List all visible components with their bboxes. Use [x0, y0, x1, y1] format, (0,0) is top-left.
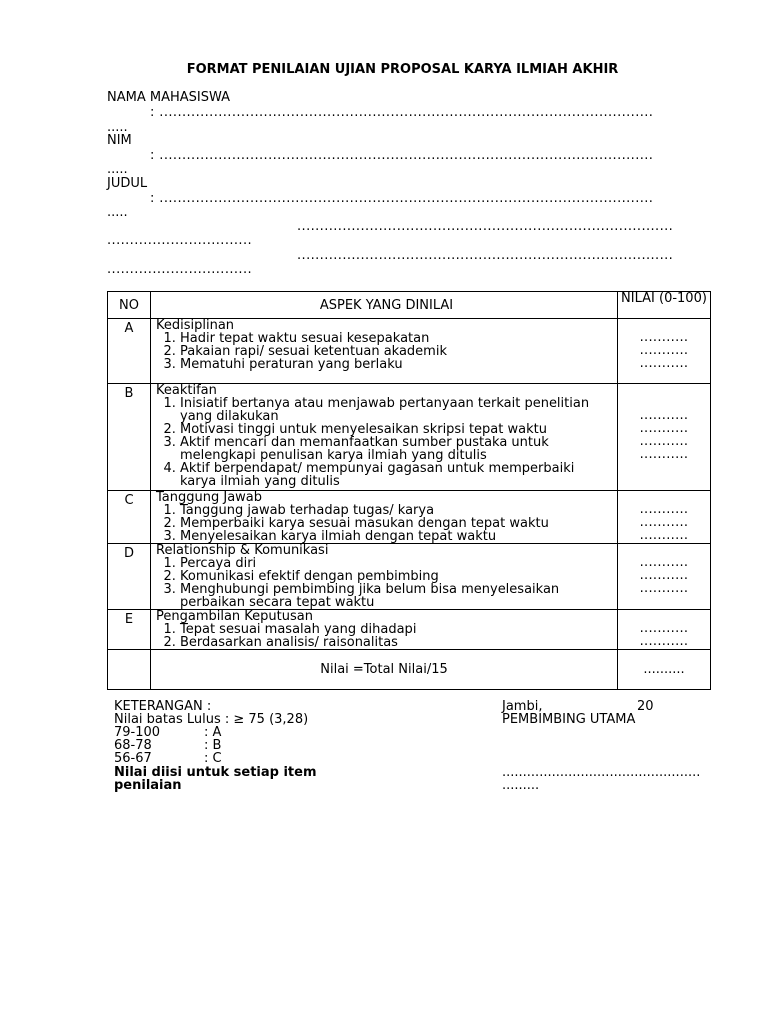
section-no: A	[108, 319, 151, 384]
grade-letter: : C	[204, 751, 222, 766]
criteria-item: 3. Menghubungi pembimbing jika belum bisa menyelesaikan perbaikan secara tepat waktu	[180, 583, 607, 609]
grade-letter: : A	[204, 725, 222, 740]
passing-grade-text: Nilai batas Lulus : ≥ 75 (3,28)	[114, 712, 309, 727]
criteria-item: 2. Pakaian rapi/ sesuai ketentuan akademik	[180, 345, 617, 358]
score-placeholder: ...........	[639, 421, 689, 436]
score-placeholder: ...........	[639, 528, 689, 543]
judul-label: JUDUL	[107, 176, 148, 191]
signature-line-tail: .........	[502, 778, 540, 793]
score-cell	[618, 491, 711, 544]
criteria-list	[156, 623, 617, 649]
section-no: E	[108, 610, 151, 650]
header-nilai: NILAI (0-100)	[618, 292, 711, 319]
grade-letter: : B	[204, 738, 222, 753]
note-line-2: penilaian	[114, 778, 182, 793]
criteria-item: 2. Motivasi tinggi untuk menyelesaikan skripsi tepat waktu	[180, 423, 607, 436]
total-value: ..........	[618, 650, 711, 690]
table-row-total	[108, 650, 711, 690]
score-placeholder: ...........	[639, 356, 689, 371]
score-placeholder: ...........	[639, 634, 689, 649]
criteria-item: 2. Komunikasi efektif dengan pembimbing	[180, 570, 607, 583]
judul-dots-tail: .....	[107, 205, 128, 220]
section-aspek	[151, 384, 618, 491]
criteria-item: 1. Inisiatif bertanya atau menjawab pertanyaan terkait penelitian yang dilakukan	[180, 397, 607, 423]
grade-range: 79-100	[114, 725, 161, 740]
section-aspek	[151, 544, 618, 610]
section-aspek	[151, 610, 618, 650]
judul-line-3: ...................................................................................	[297, 249, 674, 263]
table-row-b	[108, 384, 711, 491]
signature-line: ................................................	[502, 765, 701, 780]
section-aspek	[151, 491, 618, 544]
criteria-item: 1. Hadir tepat waktu sesuai kesepakatan	[180, 332, 617, 345]
criteria-item: 1. Tepat sesuai masalah yang dihadapi	[180, 623, 617, 636]
nim-dots-tail: .....	[107, 162, 128, 177]
header-no: NO	[108, 292, 151, 319]
score-cell	[618, 384, 711, 491]
score-placeholder: ...........	[639, 555, 689, 570]
total-no-cell	[108, 650, 151, 690]
header-aspek: ASPEK YANG DINILAI	[151, 292, 618, 319]
nama-dots: : .............................................................................................................	[150, 106, 654, 120]
section-title: Keaktifan	[156, 383, 217, 398]
score-placeholder: ...........	[639, 568, 689, 583]
score-placeholder: ...........	[639, 330, 689, 345]
table-row-a	[108, 319, 711, 384]
score-cell	[618, 319, 711, 384]
section-title: Relationship & Komunikasi	[156, 543, 329, 558]
signature-year: 20	[637, 699, 654, 714]
criteria-item: 3. Aktif mencari dan memanfaatkan sumber pustaka untuk melengkapi penulisan karya ilmiah yang ditulis	[180, 436, 607, 462]
keterangan-label: KETERANGAN :	[114, 699, 212, 714]
judul-line-2: ...................................................................................	[297, 220, 674, 234]
criteria-list	[156, 397, 617, 488]
criteria-item: 4. Aktif berpendapat/ mempunyai gagasan untuk memperbaiki karya ilmiah yang ditulis	[180, 462, 607, 488]
score-placeholder: ...........	[639, 502, 689, 517]
criteria-item: 1. Tanggung jawab terhadap tugas/ karya	[180, 504, 617, 517]
grade-range: 68-78	[114, 738, 152, 753]
grade-range: 56-67	[114, 751, 152, 766]
section-title: Pengambilan Keputusan	[156, 609, 313, 624]
score-placeholder: ...........	[639, 581, 689, 596]
nama-dots-tail: .....	[107, 120, 128, 135]
table-row-c	[108, 491, 711, 544]
score-placeholder: ...........	[639, 343, 689, 358]
nama-label: NAMA MAHASISWA	[107, 90, 231, 105]
score-cell	[618, 610, 711, 650]
table-row-d	[108, 544, 711, 610]
total-label: Nilai =Total Nilai/15	[151, 650, 618, 690]
section-aspek	[151, 319, 618, 384]
table-header-row	[108, 292, 711, 319]
note-line-1: Nilai diisi untuk setiap item	[114, 765, 317, 780]
criteria-item: 2. Memperbaiki karya sesuai masukan dengan tepat waktu	[180, 517, 617, 530]
section-no: C	[108, 491, 151, 544]
score-placeholder: ...........	[639, 515, 689, 530]
judul-dots: : .............................................................................................................	[150, 192, 654, 206]
criteria-list	[156, 332, 617, 371]
section-no: D	[108, 544, 151, 610]
score-placeholder: ...........	[639, 447, 689, 462]
criteria-item: 1. Percaya diri	[180, 557, 607, 570]
nim-label: NIM	[107, 133, 132, 148]
criteria-item: 2. Berdasarkan analisis/ raisonalitas	[180, 636, 617, 649]
criteria-list	[156, 557, 617, 609]
section-title: Kedisiplinan	[156, 318, 235, 333]
table-row-e	[108, 610, 711, 650]
judul-line-3-tail: ................................	[107, 263, 253, 277]
score-placeholder: ...........	[639, 408, 689, 423]
signature-role: PEMBIMBING UTAMA	[502, 712, 636, 727]
criteria-item: 3. Menyelesaikan karya ilmiah dengan tepat waktu	[180, 530, 617, 543]
criteria-list	[156, 504, 617, 543]
judul-line-2-tail: ................................	[107, 234, 253, 248]
criteria-item: 3. Mematuhi peraturan yang berlaku	[180, 358, 617, 371]
score-placeholder: ...........	[639, 621, 689, 636]
nim-dots: : .............................................................................................................	[150, 149, 654, 163]
score-placeholder: ...........	[639, 434, 689, 449]
section-no: B	[108, 384, 151, 491]
signature-place: Jambi,	[502, 699, 543, 714]
section-title: Tanggung Jawab	[156, 490, 263, 505]
assessment-table	[107, 291, 711, 690]
document-title: FORMAT PENILAIAN UJIAN PROPOSAL KARYA ILMIAH AKHIR	[186, 62, 619, 77]
score-cell	[618, 544, 711, 610]
